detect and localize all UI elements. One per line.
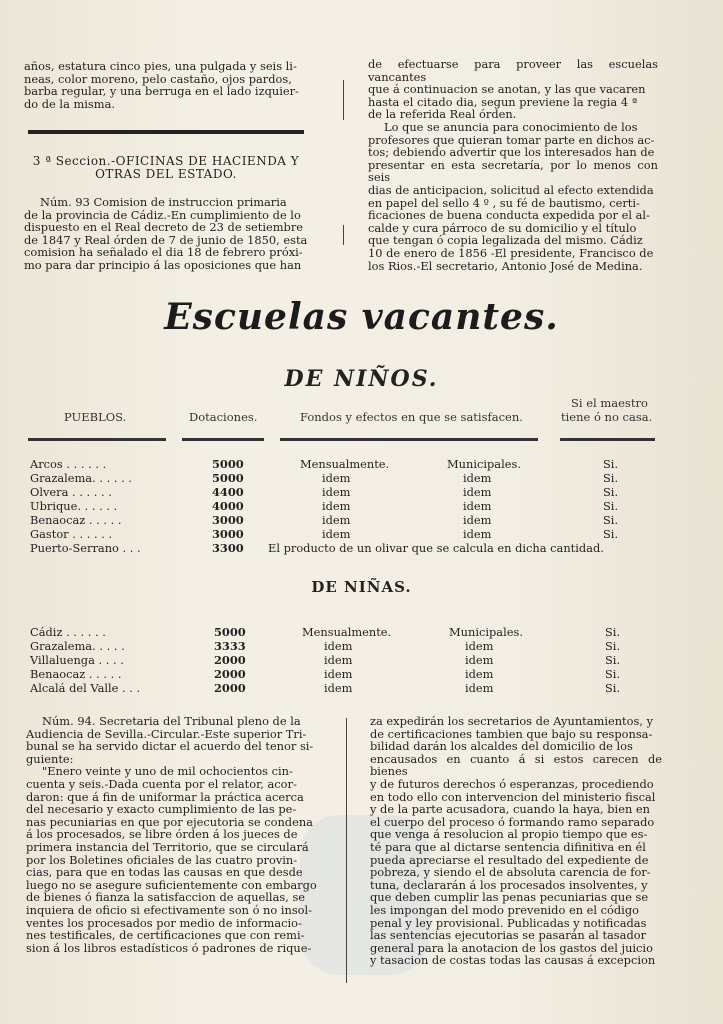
cell-casa: Si. — [603, 457, 619, 471]
table-row — [0, 640, 723, 652]
boys-heading: DE NIÑOS. — [284, 366, 439, 392]
column-divider — [346, 718, 347, 983]
text-line: "Enero veinte y uno de mil ochocientos cin- — [42, 764, 293, 779]
cell-fondo: idem — [322, 471, 351, 485]
text-line: de bienes ó fianza la satisfaccion de aquellas, se — [26, 890, 306, 905]
header-maestro-1: Si el maestro — [571, 396, 648, 410]
cell-dotacion: 2000 — [214, 653, 246, 667]
text-line: del necesario y exacto cumplimiento de las pe- — [26, 802, 297, 817]
text-line: les impongan del modo prevenido en el código — [370, 902, 639, 917]
cell-fondo: idem — [322, 499, 351, 513]
table-row — [0, 654, 723, 666]
text-line: de la referida Real órden. — [368, 107, 517, 122]
cell-pueblo: Olvera . . . . . . — [30, 485, 112, 499]
cell-dotacion: 3300 — [212, 541, 244, 555]
table-row — [0, 542, 723, 554]
header-rule — [280, 438, 538, 441]
cell-pueblo: Grazalema. . . . . — [30, 639, 125, 653]
table-row — [0, 486, 723, 498]
table-row — [0, 458, 723, 470]
cell-casa: Si. — [605, 653, 621, 667]
text-line: mo para dar principio á las oposiciones que han — [24, 257, 302, 272]
text-line: Núm. 94. Secretaria del Tribunal pleno de la — [42, 714, 301, 728]
text-line: calde y cura párroco de su domicilio y el título — [368, 220, 637, 235]
text-line: barba regular, y una berruga en el lado izquier- — [24, 84, 299, 99]
top-left-column — [24, 60, 308, 110]
text-line: cias, para que en todas las causas en que desde — [26, 865, 303, 880]
text-line: ventes los procesados por medio de informacio- — [26, 915, 302, 930]
cell-pueblo: Alcalá del Valle . . . — [30, 681, 141, 695]
text-line: que deben cumplir las penas pecuniarias que se — [370, 890, 649, 905]
text-line: za expedirán los secretarios de Ayuntamientos, y — [370, 714, 654, 728]
table-row — [0, 500, 723, 512]
text-line: ficaciones de buena conducta expedida por el al- — [368, 208, 650, 223]
text-line: penal y ley provisional. Publicadas y notificadas — [370, 915, 647, 930]
cell-casa: Si. — [603, 471, 619, 485]
text-line: bunal se ha servido dictar el acuerdo del tenor si- — [26, 739, 314, 754]
text-line: dias de anticipacion, solicitud al efecto extendida — [368, 182, 654, 197]
cell-casa: Si. — [605, 625, 621, 639]
text-line: que á continuacion se anotan, y las que vacaren — [368, 82, 646, 97]
text-line: 10 de enero de 1856 -El presidente, Francisco de — [368, 245, 654, 260]
cell-fondo: idem — [322, 513, 351, 527]
table-row — [0, 472, 723, 484]
cell-dotacion: 5000 — [212, 457, 244, 471]
cell-efecto: idem — [465, 667, 494, 681]
section-divider — [28, 130, 304, 134]
text-line: cuenta y seis.-Dada cuenta por el relator, acor- — [26, 776, 297, 791]
text-line: pueda apreciarse el resultado del expediente de — [370, 852, 649, 867]
header-dotaciones: Dotaciones. — [189, 410, 258, 424]
text-line: y de la parte acusadora, cuando la haya, bien en — [370, 802, 650, 817]
cell-note: El producto de un olivar que se calcula en dicha cantidad. — [268, 541, 604, 555]
bottom-left-column — [26, 715, 320, 954]
cell-fondo: idem — [324, 639, 353, 653]
cell-dotacion: 3000 — [212, 513, 244, 527]
cell-fondo: idem — [324, 653, 353, 667]
header-pueblos: PUEBLOS. — [64, 410, 127, 424]
header-rule — [28, 438, 166, 441]
main-title: Escuelas vacantes. — [164, 296, 559, 338]
header-maestro-2: tiene ó no casa. — [561, 410, 653, 424]
cell-dotacion: 2000 — [214, 681, 246, 695]
text-line: profesores que quieran tomar parte en dichos ac- — [368, 132, 655, 147]
cell-casa: Si. — [603, 485, 619, 499]
cell-casa: Si. — [603, 527, 619, 541]
text-line: sion á los libros estadísticos ó padrones de rique- — [26, 940, 312, 955]
cell-pueblo: Villaluenga . . . . — [30, 653, 124, 667]
text-line: Lo que se anuncia para conocimiento de los — [384, 119, 638, 134]
text-line: de la provincia de Cádiz.-En cumplimiento de lo — [24, 207, 301, 222]
text-line: nas pecuniarias en que por ejecutoria se condena — [26, 814, 313, 829]
table-row — [0, 626, 723, 638]
text-line: do de la misma. — [24, 96, 115, 111]
table-row — [0, 682, 723, 694]
cell-efecto: idem — [465, 653, 494, 667]
cell-fondo: idem — [322, 485, 351, 499]
cell-dotacion: 4000 — [212, 499, 244, 513]
cell-efecto: idem — [463, 499, 492, 513]
text-line: en papel del sello 4 º , su fé de bautismo, certi- — [368, 195, 640, 210]
text-line: comision ha señalado el dia 18 de febrero próxi- — [24, 245, 303, 260]
text-line: y tasacion de costas todas las causas á excepcion — [370, 953, 656, 968]
text-line: luego no se asegure suficientemente con embargo — [26, 877, 317, 892]
cell-fondo: Mensualmente. — [302, 625, 392, 639]
text-line: presentar en esta secretaría, por lo menos con seis — [368, 157, 658, 185]
text-line: por los Boletines oficiales de las cuatro provin- — [26, 852, 298, 867]
cell-pueblo: Ubrique. . . . . . — [30, 499, 118, 513]
text-line: los Rios.-El secretario, Antonio José de Medina. — [368, 258, 643, 273]
cell-efecto: Municipales. — [449, 625, 523, 639]
text-line: el cuerpo del proceso ó formando ramo separado — [370, 814, 655, 829]
text-line: Audiencia de Sevilla.-Circular.-Este superior Tri- — [26, 726, 307, 741]
cell-pueblo: Grazalema. . . . . . — [30, 471, 132, 485]
text-line: dispuesto en el Real decreto de 23 de setiembre — [24, 220, 304, 235]
cell-efecto: idem — [463, 485, 492, 499]
text-line: de certificaciones tambien que bajo su responsa- — [370, 726, 653, 741]
header-fondos: Fondos y efectos en que se satisfacen. — [300, 410, 523, 424]
text-line: que venga á resolucion al propio tiempo que es- — [370, 827, 648, 842]
cell-pueblo: Cádiz . . . . . . — [30, 625, 106, 639]
cell-dotacion: 3000 — [212, 527, 244, 541]
cell-fondo: idem — [324, 681, 353, 695]
text-line: años, estatura cinco pies, una pulgada y seis li- — [24, 59, 297, 73]
cell-dotacion: 4400 — [212, 485, 244, 499]
bottom-right-column — [370, 715, 662, 967]
cell-casa: Si. — [605, 667, 621, 681]
header-rule — [560, 438, 655, 441]
cell-dotacion: 5000 — [212, 471, 244, 485]
cell-fondo: idem — [322, 527, 351, 541]
cell-pueblo: Benaocaz . . . . . — [30, 513, 122, 527]
cell-fondo: idem — [324, 667, 353, 681]
text-line: té para que al dictarse sentencia difinitiva en él — [370, 839, 646, 854]
text-line: encausados en cuanto á si estos carecen de bienes — [370, 751, 662, 779]
text-line: neas, color moreno, pelo castaño, ojos pardos, — [24, 71, 292, 86]
text-line: hasta el citado dia, segun previene la regia 4 ª — [368, 94, 638, 109]
section-heading-line-1: 3 ª Seccion.-OFICINAS DE HACIENDA Y — [32, 154, 300, 168]
cell-casa: Si. — [603, 513, 619, 527]
column-divider — [343, 80, 344, 120]
text-line: daron: que á fin de uniformar la práctica acerca — [26, 789, 304, 804]
top-left-paragraph — [24, 196, 308, 272]
cell-efecto: Municipales. — [447, 457, 521, 471]
cell-efecto: idem — [463, 527, 492, 541]
text-line: pobreza, y siendo el de absoluta carencia de for- — [370, 865, 651, 880]
text-line: guiente: — [26, 751, 74, 766]
cell-dotacion: 5000 — [214, 625, 246, 639]
text-line: y de futuros derechos ó esperanzas, procediendo — [370, 776, 654, 791]
text-line: nes testificales, de certificaciones que con remi- — [26, 928, 305, 943]
text-line: las sentencias ejecutorias se pasarán al tasador — [370, 928, 647, 943]
cell-efecto: idem — [465, 681, 494, 695]
top-right-column — [368, 58, 658, 272]
text-line: bilidad darán los alcaldes del domicilio de los — [370, 739, 633, 754]
cell-dotacion: 3333 — [214, 639, 246, 653]
text-line: en todo ello con intervencion del ministerio fiscal — [370, 789, 656, 804]
cell-casa: Si. — [605, 639, 621, 653]
table-row — [0, 528, 723, 540]
cell-dotacion: 2000 — [214, 667, 246, 681]
text-line: general para la anotacion de los gastos del juicio — [370, 940, 653, 955]
cell-efecto: idem — [463, 513, 492, 527]
section-heading-line-2: OTRAS DEL ESTADO. — [95, 166, 237, 181]
text-line: de 1847 y Real órden de 7 de junio de 1850, esta — [24, 232, 308, 247]
header-rule — [182, 438, 264, 441]
girls-heading: DE NIÑAS. — [311, 578, 412, 596]
cell-efecto: idem — [463, 471, 492, 485]
table-row — [0, 668, 723, 680]
text-line: inquiera de oficio si efectivamente son ó no insol- — [26, 902, 313, 917]
cell-fondo: Mensualmente. — [300, 457, 390, 471]
text-line: que tengan ó copia legalizada del mismo. Cádiz — [368, 233, 643, 248]
cell-pueblo: Gastor . . . . . . — [30, 527, 113, 541]
text-line: Núm. 93 Comision de instruccion primaria — [40, 195, 287, 209]
text-line: tuna, declararán á los procesados insolventes, y — [370, 877, 648, 892]
cell-casa: Si. — [605, 681, 621, 695]
cell-pueblo: Arcos . . . . . . — [30, 457, 107, 471]
text-line: tos; debiendo advertir que los interesados han de — [368, 145, 655, 160]
section-heading — [24, 155, 308, 180]
cell-pueblo: Puerto-Serrano . . . — [30, 541, 141, 555]
cell-pueblo: Benaocaz . . . . . — [30, 667, 122, 681]
column-divider — [343, 225, 344, 245]
cell-efecto: idem — [465, 639, 494, 653]
cell-casa: Si. — [603, 499, 619, 513]
text-line: á los procesados, se libre órden á los jueces de — [26, 827, 298, 842]
text-line: de efectuarse para proveer las escuelas vancantes — [368, 57, 658, 84]
text-line: primera instancia del Territorio, que se circulará — [26, 839, 309, 854]
table-row — [0, 514, 723, 526]
